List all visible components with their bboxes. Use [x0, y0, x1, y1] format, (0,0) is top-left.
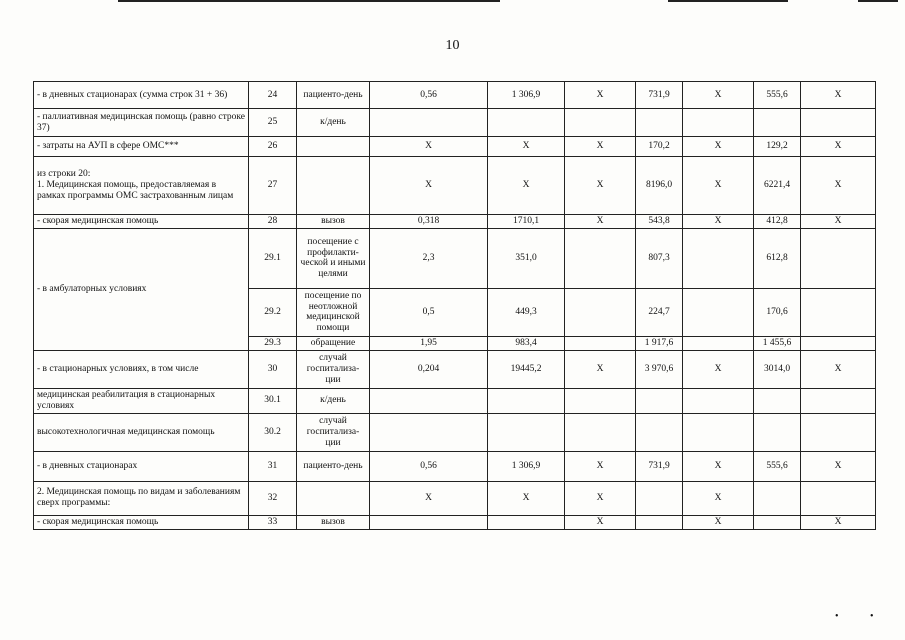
row-name-cell: - скорая медицинская помощь	[34, 515, 249, 529]
value-cell	[801, 388, 876, 413]
row-number-cell: 29.3	[249, 336, 297, 350]
value-cell: Х	[683, 157, 754, 215]
value-cell: Х	[801, 451, 876, 481]
value-cell: Х	[565, 137, 636, 157]
value-cell: 983,4	[488, 336, 565, 350]
value-cell: 224,7	[636, 288, 683, 336]
value-cell: 0,56	[370, 82, 488, 109]
value-cell: 543,8	[636, 215, 683, 229]
value-cell: Х	[683, 481, 754, 515]
value-cell: Х	[683, 215, 754, 229]
value-cell: 2,3	[370, 228, 488, 288]
value-cell	[683, 388, 754, 413]
page-number: 10	[445, 38, 460, 53]
table-row	[34, 82, 876, 109]
value-cell: Х	[565, 451, 636, 481]
value-cell: Х	[370, 157, 488, 215]
value-cell: Х	[683, 451, 754, 481]
row-name-cell: - в амбулаторных условиях	[34, 228, 249, 350]
row-name-cell: - в стационарных условиях, в том числе	[34, 350, 249, 388]
top-rule-right	[668, 0, 788, 2]
value-cell: 8196,0	[636, 157, 683, 215]
corner-mark: •	[870, 611, 874, 622]
value-cell: Х	[801, 82, 876, 109]
value-cell: 412,8	[754, 215, 801, 229]
value-cell: Х	[683, 82, 754, 109]
value-cell: Х	[488, 481, 565, 515]
value-cell	[801, 481, 876, 515]
value-cell	[370, 515, 488, 529]
table-row	[34, 515, 876, 529]
row-name-cell: медицинская реабилитация в стационарных условиях	[34, 388, 249, 413]
value-cell	[683, 336, 754, 350]
value-cell: Х	[801, 350, 876, 388]
value-cell: 170,6	[754, 288, 801, 336]
value-cell: Х	[683, 515, 754, 529]
table-row	[34, 388, 876, 413]
value-cell: 3 970,6	[636, 350, 683, 388]
table-row	[34, 481, 876, 515]
report-table	[33, 81, 876, 530]
row-unit-cell: случай госпитализа-ции	[297, 413, 370, 451]
row-unit-cell: пациенто-день	[297, 451, 370, 481]
value-cell	[636, 413, 683, 451]
row-number-cell: 25	[249, 109, 297, 137]
value-cell	[370, 413, 488, 451]
value-cell: Х	[565, 215, 636, 229]
value-cell	[801, 109, 876, 137]
row-number-cell: 32	[249, 481, 297, 515]
value-cell: 0,204	[370, 350, 488, 388]
row-unit-cell: посещение по неотложной медицинской помощи	[297, 288, 370, 336]
value-cell: 807,3	[636, 228, 683, 288]
table-row	[34, 109, 876, 137]
row-unit-cell	[297, 137, 370, 157]
value-cell	[801, 288, 876, 336]
value-cell	[488, 109, 565, 137]
value-cell: 1710,1	[488, 215, 565, 229]
value-cell: Х	[683, 350, 754, 388]
value-cell: 731,9	[636, 451, 683, 481]
value-cell	[636, 515, 683, 529]
value-cell	[565, 388, 636, 413]
value-cell: 449,3	[488, 288, 565, 336]
top-rule-left	[118, 0, 500, 2]
value-cell	[565, 228, 636, 288]
row-name-cell: 2. Медицинская помощь по видам и заболеваниям сверх программы:	[34, 481, 249, 515]
value-cell: 1,95	[370, 336, 488, 350]
value-cell: Х	[488, 157, 565, 215]
value-cell	[488, 515, 565, 529]
value-cell: Х	[565, 481, 636, 515]
row-name-cell: - в дневных стационарах	[34, 451, 249, 481]
row-name-cell: высокотехнологичная медицинская помощь	[34, 413, 249, 451]
row-unit-cell: вызов	[297, 215, 370, 229]
value-cell	[683, 413, 754, 451]
row-name-cell: - паллиативная медицинская помощь (равно строке 37)	[34, 109, 249, 137]
corner-mark: •	[835, 611, 839, 622]
value-cell	[754, 388, 801, 413]
value-cell: Х	[801, 137, 876, 157]
row-number-cell: 27	[249, 157, 297, 215]
value-cell: 0,56	[370, 451, 488, 481]
row-number-cell: 24	[249, 82, 297, 109]
value-cell	[801, 336, 876, 350]
table-row	[34, 215, 876, 229]
row-unit-cell	[297, 157, 370, 215]
value-cell	[370, 388, 488, 413]
value-cell: 555,6	[754, 82, 801, 109]
value-cell: 0,318	[370, 215, 488, 229]
value-cell	[636, 388, 683, 413]
value-cell: 0,5	[370, 288, 488, 336]
value-cell: Х	[370, 137, 488, 157]
value-cell	[683, 228, 754, 288]
value-cell: Х	[801, 157, 876, 215]
value-cell: Х	[801, 515, 876, 529]
value-cell: 6221,4	[754, 157, 801, 215]
value-cell: Х	[565, 515, 636, 529]
value-cell	[683, 288, 754, 336]
value-cell	[754, 413, 801, 451]
value-cell: 1 917,6	[636, 336, 683, 350]
value-cell	[370, 109, 488, 137]
value-cell	[801, 228, 876, 288]
table-row	[34, 157, 876, 215]
row-number-cell: 33	[249, 515, 297, 529]
table-body	[34, 82, 876, 530]
row-unit-cell: посещение с профилакти-ческой и иными целями	[297, 228, 370, 288]
value-cell: 1 306,9	[488, 82, 565, 109]
value-cell: 19445,2	[488, 350, 565, 388]
row-name-cell: - скорая медицинская помощь	[34, 215, 249, 229]
row-name-cell: - в дневных стационарах (сумма строк 31 + 36)	[34, 82, 249, 109]
table-row	[34, 413, 876, 451]
table-row	[34, 451, 876, 481]
value-cell	[565, 336, 636, 350]
value-cell	[565, 413, 636, 451]
row-number-cell: 26	[249, 137, 297, 157]
value-cell	[488, 388, 565, 413]
value-cell	[801, 413, 876, 451]
value-cell: Х	[801, 215, 876, 229]
value-cell: Х	[488, 137, 565, 157]
value-cell: Х	[565, 82, 636, 109]
value-cell: 1 455,6	[754, 336, 801, 350]
row-unit-cell: к/день	[297, 109, 370, 137]
row-number-cell: 31	[249, 451, 297, 481]
row-number-cell: 30	[249, 350, 297, 388]
value-cell: 129,2	[754, 137, 801, 157]
row-number-cell: 29.2	[249, 288, 297, 336]
row-number-cell: 28	[249, 215, 297, 229]
value-cell	[754, 109, 801, 137]
row-name-cell: из строки 20: 1. Медицинская помощь, предоставляемая в рамках программы ОМС застрахованным лицам	[34, 157, 249, 215]
row-unit-cell: пациенто-день	[297, 82, 370, 109]
value-cell	[636, 109, 683, 137]
value-cell	[565, 288, 636, 336]
value-cell: 1 306,9	[488, 451, 565, 481]
row-unit-cell: вызов	[297, 515, 370, 529]
row-unit-cell: случай госпитализа-ции	[297, 350, 370, 388]
value-cell	[754, 481, 801, 515]
value-cell: 351,0	[488, 228, 565, 288]
row-name-cell: - затраты на АУП в сфере ОМС***	[34, 137, 249, 157]
row-number-cell: 30.1	[249, 388, 297, 413]
row-number-cell: 29.1	[249, 228, 297, 288]
value-cell	[488, 413, 565, 451]
table-row	[34, 228, 876, 288]
row-unit-cell: к/день	[297, 388, 370, 413]
value-cell	[636, 481, 683, 515]
value-cell	[565, 109, 636, 137]
value-cell: Х	[370, 481, 488, 515]
value-cell	[683, 109, 754, 137]
value-cell: 555,6	[754, 451, 801, 481]
row-number-cell: 30.2	[249, 413, 297, 451]
row-unit-cell: обращение	[297, 336, 370, 350]
value-cell: 3014,0	[754, 350, 801, 388]
value-cell: 170,2	[636, 137, 683, 157]
top-rule-corner	[858, 0, 898, 2]
value-cell: Х	[683, 137, 754, 157]
value-cell	[754, 515, 801, 529]
table-row	[34, 137, 876, 157]
value-cell: Х	[565, 157, 636, 215]
value-cell: 731,9	[636, 82, 683, 109]
value-cell: 612,8	[754, 228, 801, 288]
row-unit-cell	[297, 481, 370, 515]
value-cell: Х	[565, 350, 636, 388]
table-row	[34, 350, 876, 388]
